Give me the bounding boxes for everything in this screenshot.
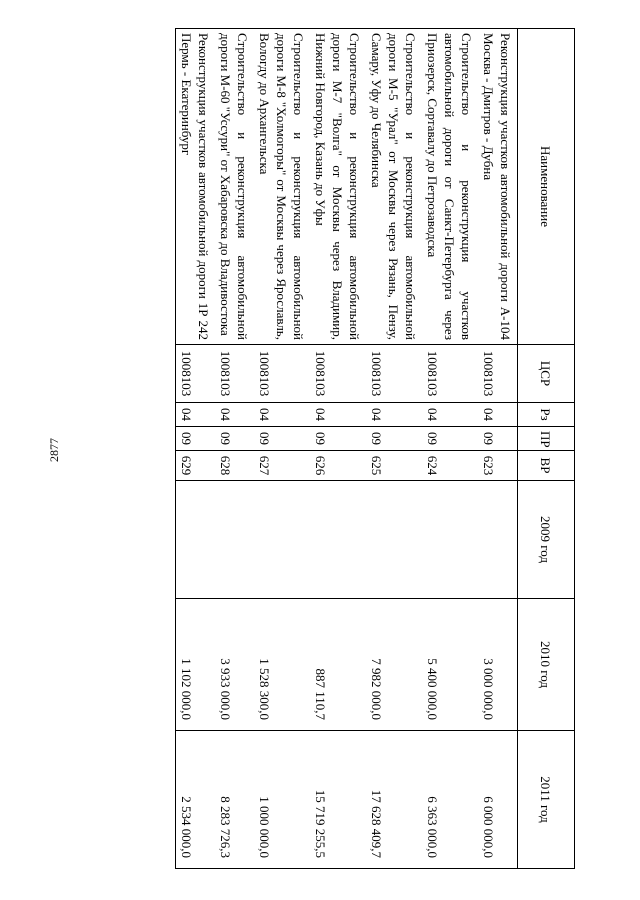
cell-rz: 04: [310, 403, 366, 427]
cell-vr: 627: [254, 451, 310, 481]
cell-2010: 3 000 000,0: [478, 599, 518, 731]
cell-pr: 09: [478, 427, 518, 451]
cell-2011: 17 628 409,7: [366, 731, 422, 869]
cell-name: Строительство и реконструкция автомобильной дороги М-60 "Уссури" от Хабаровска до Владивостока: [215, 29, 254, 345]
cell-vr: 628: [215, 451, 254, 481]
header-rz: Рз: [518, 403, 575, 427]
cell-csr: 1008103: [310, 345, 366, 403]
header-2009: 2009 год: [518, 481, 575, 599]
cell-csr: 1008103: [478, 345, 518, 403]
cell-2009: [478, 481, 518, 599]
cell-csr: 1008103: [176, 345, 216, 403]
table-row: [478, 29, 518, 869]
table-row: [366, 29, 422, 869]
budget-table-container: [65, 28, 575, 868]
table-row: [215, 29, 254, 869]
cell-rz: 04: [254, 403, 310, 427]
header-pr: ПР: [518, 427, 575, 451]
cell-pr: 09: [254, 427, 310, 451]
cell-csr: 1008103: [254, 345, 310, 403]
cell-csr: 1008103: [366, 345, 422, 403]
cell-2011: 8 283 726,3: [215, 731, 254, 869]
cell-2010: 5 400 000,0: [422, 599, 478, 731]
cell-vr: 626: [310, 451, 366, 481]
cell-vr: 623: [478, 451, 518, 481]
cell-csr: 1008103: [215, 345, 254, 403]
cell-vr: 625: [366, 451, 422, 481]
cell-2011: 2 534 000,0: [176, 731, 216, 869]
cell-2010: 7 982 000,0: [366, 599, 422, 731]
budget-table: [175, 28, 575, 869]
table-row: [422, 29, 478, 869]
cell-vr: 629: [176, 451, 216, 481]
cell-rz: 04: [176, 403, 216, 427]
cell-name: Строительство и реконструкция автомобильной дороги М-7 "Волга" от Москвы через Владимир, Нижний Новгород, Казань до Уфы: [310, 29, 366, 345]
cell-rz: 04: [478, 403, 518, 427]
cell-pr: 09: [366, 427, 422, 451]
cell-2009: [366, 481, 422, 599]
cell-2010: 887 110,7: [310, 599, 366, 731]
cell-rz: 04: [215, 403, 254, 427]
page-number: 2877: [46, 438, 61, 462]
cell-2010: 1 102 000,0: [176, 599, 216, 731]
cell-2009: [215, 481, 254, 599]
header-csr: ЦСР: [518, 345, 575, 403]
cell-name: Строительство и реконструкция автомобильной дороги М-5 "Урал" от Москвы через Рязань, Пензу, Самару, Уфу до Челябинска: [366, 29, 422, 345]
cell-pr: 09: [422, 427, 478, 451]
header-name: Наименование: [518, 29, 575, 345]
cell-pr: 09: [215, 427, 254, 451]
header-2011: 2011 год: [518, 731, 575, 869]
cell-2009: [310, 481, 366, 599]
cell-2009: [176, 481, 216, 599]
table-row: [310, 29, 366, 869]
cell-2011: 15 719 255,5: [310, 731, 366, 869]
cell-2009: [254, 481, 310, 599]
header-vr: ВР: [518, 451, 575, 481]
cell-2009: [422, 481, 478, 599]
table-row: [176, 29, 216, 869]
cell-name: Строительство и реконструкция автомобильной дороги М-8 "Холмогоры" от Москвы через Ярославль, Вологду до Архангельска: [254, 29, 310, 345]
cell-rz: 04: [422, 403, 478, 427]
cell-name: Реконструкция участков автомобильной дороги 1Р 242 Пермь - Екатеринбург: [176, 29, 216, 345]
cell-name: Реконструкция участков автомобильной дороги А-104 Москва - Дмитров - Дубна: [478, 29, 518, 345]
cell-rz: 04: [366, 403, 422, 427]
cell-2010: 1 528 300,0: [254, 599, 310, 731]
cell-vr: 624: [422, 451, 478, 481]
cell-2010: 3 933 000,0: [215, 599, 254, 731]
cell-csr: 1008103: [422, 345, 478, 403]
cell-name: Строительство и реконструкция участков автомобильной дороги от Санкт-Петербурга через Приозерск, Сортавалу до Петрозаводска: [422, 29, 478, 345]
header-2010: 2010 год: [518, 599, 575, 731]
cell-2011: 1 000 000,0: [254, 731, 310, 869]
cell-pr: 09: [176, 427, 216, 451]
table-row: [254, 29, 310, 869]
cell-2011: 6 000 000,0: [478, 731, 518, 869]
cell-2011: 6 363 000,0: [422, 731, 478, 869]
cell-pr: 09: [310, 427, 366, 451]
table-header-row: [518, 29, 575, 869]
